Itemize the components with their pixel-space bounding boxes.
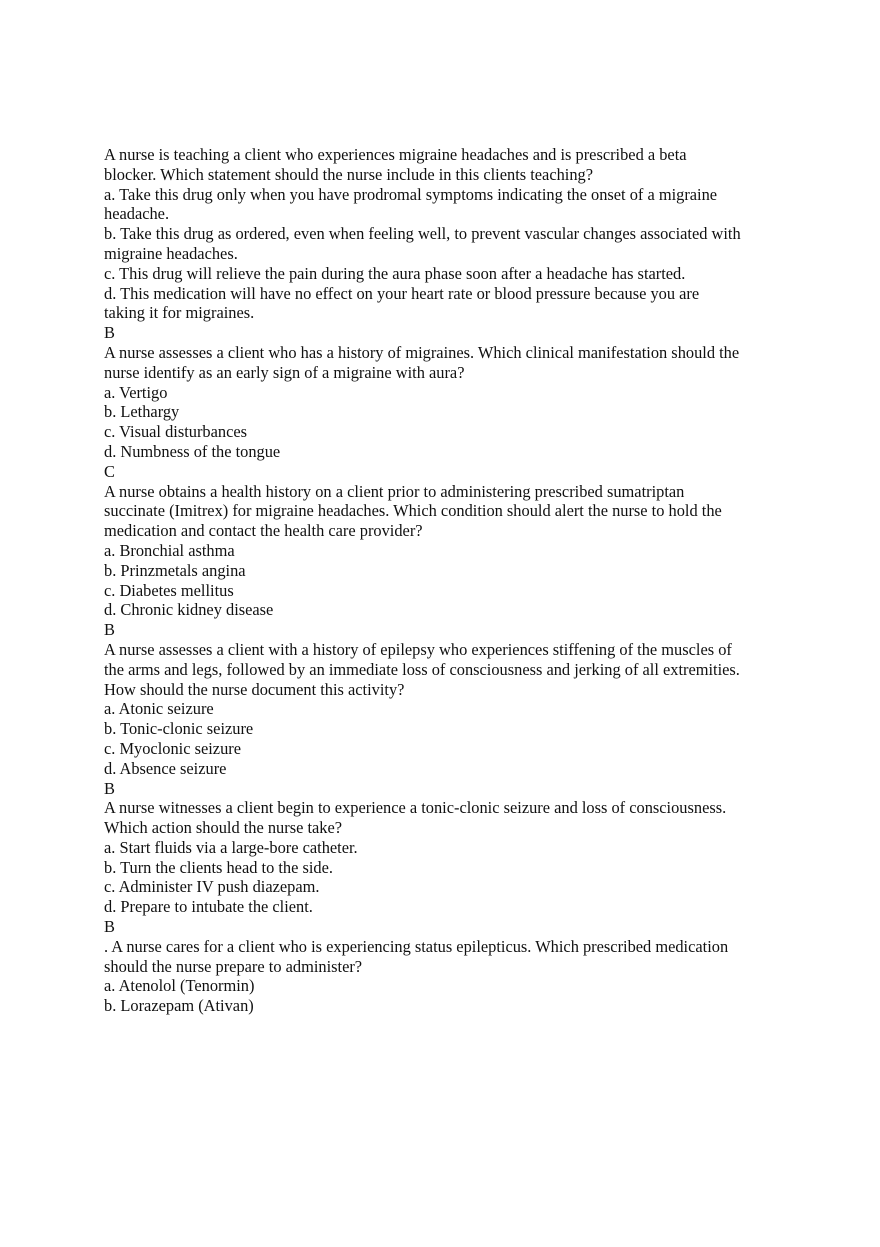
correct-answer: B (104, 917, 115, 937)
answer-option: taking it for migraines. (104, 303, 255, 323)
document-page (104, 145, 784, 1016)
answer-option: d. Absence seizure (104, 758, 227, 778)
answer-option: b. Prinzmetals angina (104, 560, 246, 580)
answer-option: c. Myoclonic seizure (104, 738, 241, 758)
answer-option: b. Turn the clients head to the side. (104, 857, 333, 877)
answer-option: headache. (104, 204, 170, 224)
correct-answer: B (104, 323, 115, 343)
answer-option: d. Numbness of the tongue (104, 441, 281, 461)
correct-answer: B (104, 778, 115, 798)
answer-option: a. Vertigo (104, 382, 168, 402)
question-stem: blocker. Which statement should the nurse include in this clients teaching? (104, 164, 594, 184)
answer-option: a. Start fluids via a large-bore catheter. (104, 837, 358, 857)
question-stem: succinate (Imitrex) for migraine headaches. Which condition should alert the nurse to hold the (104, 501, 722, 521)
question-block (104, 798, 784, 937)
question-stem: should the nurse prepare to administer? (104, 956, 363, 976)
answer-option: a. Take this drug only when you have prodromal symptoms indicating the onset of a migraine (104, 184, 718, 204)
correct-answer: B (104, 620, 115, 640)
answer-option: b. Tonic-clonic seizure (104, 719, 254, 739)
question-stem: A nurse assesses a client who has a history of migraines. Which clinical manifestation should the (104, 342, 740, 362)
question-stem: A nurse obtains a health history on a client prior to administering prescribed sumatriptan (104, 481, 685, 501)
correct-answer: C (104, 461, 115, 481)
question-stem: A nurse witnesses a client begin to experience a tonic-clonic seizure and loss of consciousness. (104, 798, 727, 818)
question-block (104, 145, 784, 343)
answer-option: b. Take this drug as ordered, even when feeling well, to prevent vascular changes associated with (104, 224, 741, 244)
answer-option: d. Chronic kidney disease (104, 600, 274, 620)
answer-option: c. Visual disturbances (104, 422, 248, 442)
answer-option: a. Bronchial asthma (104, 540, 235, 560)
question-stem: Which action should the nurse take? (104, 818, 343, 838)
question-stem: nurse identify as an early sign of a migraine with aura? (104, 362, 465, 382)
answer-option: a. Atonic seizure (104, 699, 214, 719)
question-stem: How should the nurse document this activity? (104, 679, 405, 699)
answer-option: b. Lethargy (104, 402, 180, 422)
answer-option: migraine headaches. (104, 243, 238, 263)
question-stem: . A nurse cares for a client who is experiencing status epilepticus. Which prescribed medication (104, 936, 729, 956)
answer-option: d. This medication will have no effect on your heart rate or blood pressure because you are (104, 283, 700, 303)
question-block (104, 937, 784, 1016)
question-block (104, 640, 784, 798)
answer-option: c. This drug will relieve the pain during the aura phase soon after a headache has started. (104, 263, 686, 283)
answer-option: c. Administer IV push diazepam. (104, 877, 320, 897)
question-stem: A nurse is teaching a client who experiences migraine headaches and is prescribed a beta (104, 145, 687, 164)
answer-option: b. Lorazepam (Ativan) (104, 996, 254, 1016)
answer-option: c. Diabetes mellitus (104, 580, 234, 600)
question-stem: medication and contact the health care provider? (104, 521, 423, 541)
answer-option: a. Atenolol (Tenormin) (104, 976, 255, 996)
question-block (104, 343, 784, 482)
question-block (104, 482, 784, 640)
question-stem: the arms and legs, followed by an immediate loss of consciousness and jerking of all extremities. (104, 659, 740, 679)
answer-option: d. Prepare to intubate the client. (104, 897, 313, 917)
question-stem: A nurse assesses a client with a history of epilepsy who experiences stiffening of the muscles of (104, 639, 732, 659)
